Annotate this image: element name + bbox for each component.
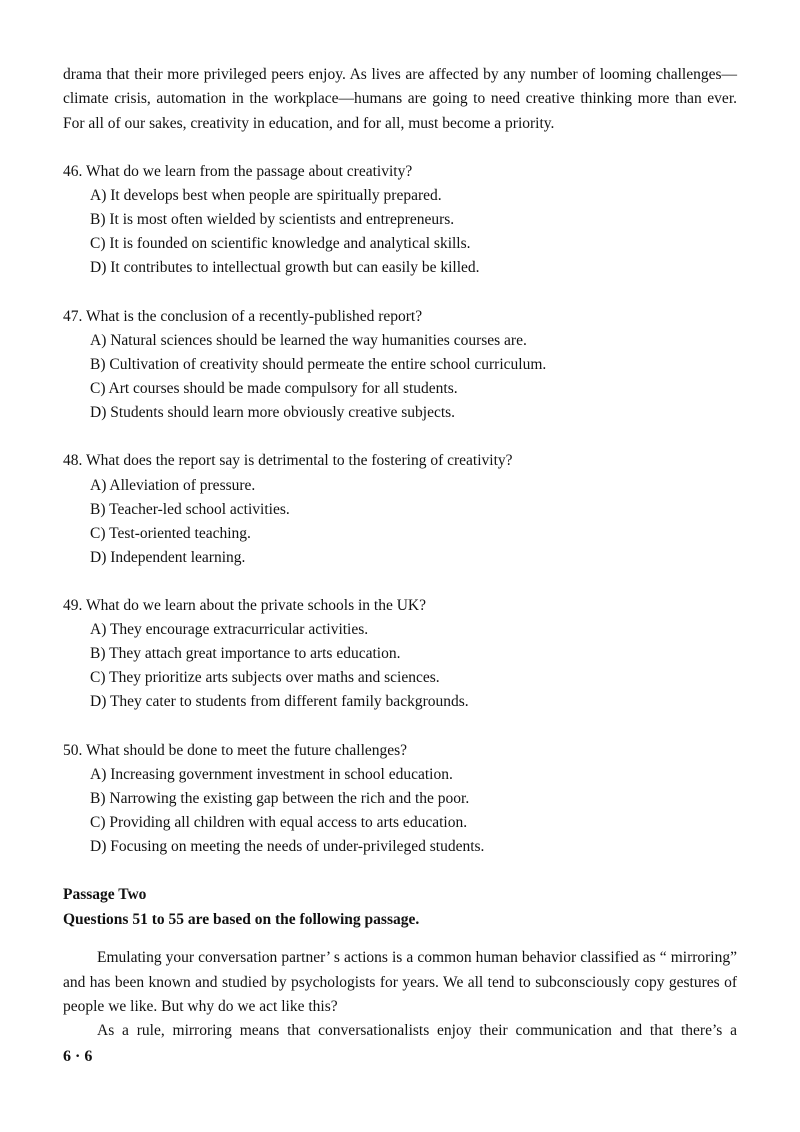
question-list [63,160,737,859]
answer-option-d: D) Independent learning. [90,548,246,566]
page-number: 6 · 6 [63,1048,93,1065]
question-stem: 47. What is the conclusion of a recently-published report? [63,307,423,325]
section-title: Passage Two [63,886,147,904]
question-49 [63,594,737,715]
question-stem: 48. What does the report say is detrimental to the fostering of creativity? [63,452,513,470]
answer-option-a: A) They encourage extracurricular activities. [90,621,369,639]
answer-option-c: C) Providing all children with equal access to arts education. [90,814,468,832]
passage-one-ending: drama that their more privileged peers enjoy. As lives are affected by any number of looming challenges—climate crisis, automation in the workplace—humans are going to need creative thinking more than ever. For all of our sakes, creativity in education, and for all, must become a priority. [63,66,737,132]
exam-page [63,63,737,1043]
answer-option-b: B) Cultivation of creativity should permeate the entire school curriculum. [90,355,547,373]
answer-option-d: D) They cater to students from different family backgrounds. [90,693,469,711]
answer-option-b: B) Narrowing the existing gap between the rich and the poor. [90,789,470,807]
section-instruction: Questions 51 to 55 are based on the following passage. [63,910,420,928]
answer-option-b: B) Teacher-led school activities. [90,500,290,518]
question-47 [63,305,737,426]
answer-option-c: C) Art courses should be made compulsory for all students. [90,380,458,398]
question-50 [63,739,737,860]
answer-option-d: D) Focusing on meeting the needs of under-privileged students. [90,838,485,856]
answer-option-c: C) It is founded on scientific knowledge and analytical skills. [90,235,471,253]
passage-paragraph: Emulating your conversation partner’ s actions is a common human behavior classified as “ mirroring” and has been known and studied by psychologists for years. We all tend to subconsciously copy gestures of people we like. But why do we act like this? [63,949,737,1015]
question-stem: 49. What do we learn about the private schools in the UK? [63,596,427,614]
question-stem: 50. What should be done to meet the future challenges? [63,741,408,759]
answer-option-b: B) It is most often wielded by scientists and entrepreneurs. [90,211,455,229]
question-48 [63,449,737,570]
answer-option-d: D) It contributes to intellectual growth but can easily be killed. [90,259,480,277]
answer-option-c: C) They prioritize arts subjects over maths and sciences. [90,669,440,687]
answer-option-a: A) Alleviation of pressure. [90,476,256,494]
answer-option-a: A) Natural sciences should be learned the way humanities courses are. [90,331,527,349]
answer-option-c: C) Test-oriented teaching. [90,524,251,542]
answer-option-b: B) They attach great importance to arts education. [90,645,401,663]
answer-option-d: D) Students should learn more obviously creative subjects. [90,404,456,422]
passage-two-body [63,946,737,1043]
question-46 [63,160,737,281]
passage-paragraph: As a rule, mirroring means that conversationalists enjoy their communication and that there’s a [97,1022,737,1040]
answer-option-a: A) Increasing government investment in school education. [90,765,453,783]
passage-two-header [63,883,737,932]
answer-option-a: A) It develops best when people are spiritually prepared. [90,187,442,205]
question-stem: 46. What do we learn from the passage about creativity? [63,162,413,180]
